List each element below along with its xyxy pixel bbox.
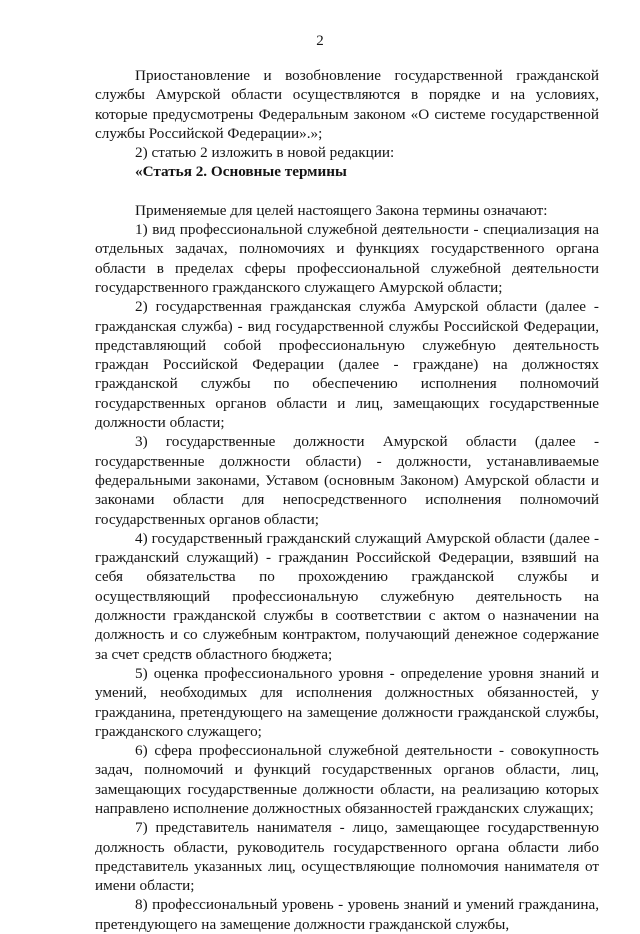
document-body [95, 66, 599, 934]
paragraph-spacer [95, 182, 599, 201]
term-item-2: 2) государственная гражданская служба Амурской области (далее - гражданская служба) - вид государственной службы Российской Федерации, представляющий собой профессиональную служебную деятельность граждан Российской Федерации (далее - граждане) на должностях гражданской службы по обеспечению исполнения полномочий государственных органов области и лиц, замещающих государственные должности области; [95, 298, 599, 432]
article-heading: «Статья 2. Основные термины [135, 163, 347, 181]
term-item-8: 8) профессиональный уровень - уровень знаний и умений гражданина, претендующего на замещение должности гражданской службы, [95, 896, 599, 933]
term-item-6: 6) сфера профессиональной служебной деятельности - совокупность задач, полномочий и функций государственных органов области, лиц, замещающих государственные должности области, на реализацию которых направлено исполнение должностных обязанностей гражданских служащих; [95, 742, 599, 817]
term-item-1: 1) вид профессиональной служебной деятельности - специализация на отдельных задачах, полномочиях и функциях государственного органа области в пределах сферы профессиональной служебной деятельности государственного гражданского служащего Амурской области; [95, 221, 599, 296]
term-item-5: 5) оценка профессионального уровня - определение уровня знаний и умений, необходимых для исполнения должностных обязанностей, у гражданина, претендующего на замещение должности гражданской службы, гражданского служащего; [95, 664, 599, 740]
page-number: 2 [316, 33, 324, 49]
terms-intro: Применяемые для целей настоящего Закона термины означают: [135, 201, 548, 219]
term-item-4: 4) государственный гражданский служащий Амурской области (далее - гражданский служащий) - гражданин Российской Федерации, взявший на себя обязательства по прохождению гражданской службы и осуществляющий профессиональную служебную деятельность на должности гражданской службы в соответствии с актом о назначении на должность и со служебным контрактом, получающий денежное содержание за счет средств областного бюджета; [95, 529, 599, 663]
term-item-7: 7) представитель нанимателя - лицо, замещающее государственную должность области, руководитель государственного органа области либо представитель указанных лиц, осуществляющие полномочия нанимателя от имени области; [95, 819, 599, 895]
intro-paragraph: Приостановление и возобновление государственной гражданской службы Амурской области осуществляются в порядке и на условиях, которые предусмотрены Федеральным законом «О системе государственной службы Российской Федерации».»; [95, 67, 599, 142]
amendment-item: 2) статью 2 изложить в новой редакции: [135, 144, 395, 162]
term-item-3: 3) государственные должности Амурской области (далее - государственные должности области) - должности, устанавливаемые федеральными законами, Уставом (основным Законом) Амурской области и законами области для непосредственного исполнения полномочий государственных органов области; [95, 433, 599, 528]
